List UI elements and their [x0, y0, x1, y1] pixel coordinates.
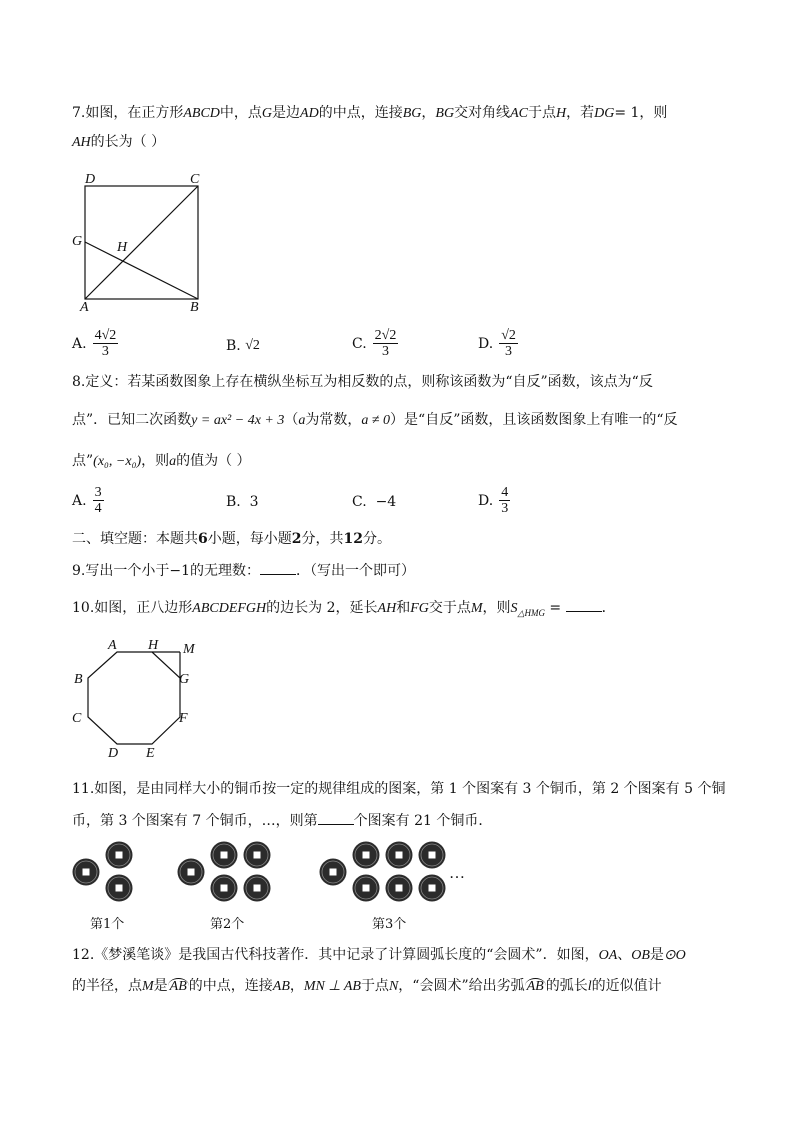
- coin: [244, 875, 271, 902]
- q11-caption-2: 第2个: [210, 917, 245, 932]
- q9-answer-blank[interactable]: [260, 560, 296, 575]
- q7-label-D: D: [85, 172, 96, 187]
- q7-label-G: G: [72, 234, 83, 249]
- q7-label-A: A: [80, 300, 89, 314]
- q7-option-b: B. √2: [226, 338, 260, 354]
- q10-label-D: D: [108, 746, 119, 761]
- coin: [386, 875, 413, 902]
- coin: [211, 842, 238, 869]
- section-heading: 二、填空题：本题共6小题，每小题2分，共12分。: [72, 531, 391, 547]
- q8-option-a: A. $\frac{3}{4}$: [72, 485, 102, 516]
- coin: [353, 875, 380, 902]
- coin: [106, 842, 133, 869]
- q7-option-a: A. $\frac{4√2}{3}$: [72, 328, 117, 359]
- q11-caption-1: 第1个: [90, 917, 125, 932]
- q10-label-A: A: [108, 638, 117, 653]
- q10-label-C: C: [72, 711, 82, 726]
- coin: [419, 842, 446, 869]
- q10-octagon-figure: [66, 632, 206, 762]
- q8-option-c: C. −4: [352, 494, 397, 510]
- q11-coins-figure: [66, 838, 486, 906]
- coin: [73, 859, 100, 886]
- q7-line2: AH的长为（ ）: [72, 134, 166, 150]
- q11-ellipsis: …: [449, 865, 465, 882]
- q10-answer-blank[interactable]: [566, 597, 602, 612]
- q8-option-d: D. $\frac{4}{3}$: [478, 485, 509, 516]
- q7-label-B: B: [190, 300, 199, 314]
- q10-label-H: H: [148, 638, 159, 653]
- coin: [353, 842, 380, 869]
- q7-option-c: C. $\frac{2√2}{3}$: [352, 328, 397, 359]
- coin: [386, 842, 413, 869]
- coin: [244, 842, 271, 869]
- q8-line2: 点”．已知二次函数y = ax² − 4x + 3（a为常数，a ≠ 0）是“自反”函数，且该函数图象上有唯一的“反: [72, 412, 678, 428]
- q7-label-C: C: [190, 172, 200, 187]
- q11-caption-3: 第3个: [372, 917, 407, 932]
- q7-label-H: H: [117, 240, 128, 255]
- coin: [178, 859, 205, 886]
- q8-line3: 点”(x₀, −x₀)，则a的值为（ ）: [72, 453, 251, 469]
- q10-label-M: M: [183, 642, 195, 657]
- q7-square-figure: [68, 168, 208, 314]
- coin: [419, 875, 446, 902]
- q7-line1: 7.如图，在正方形ABCD中，点G是边AD的中点，连接BG，BG交对角线AC于点H，若DG= 1，则: [72, 105, 668, 121]
- q10-label-G: G: [179, 672, 190, 687]
- q7-option-d: D. $\frac{√2}{3}$: [478, 328, 516, 359]
- q10-label-F: F: [179, 711, 188, 726]
- q10-label-B: B: [74, 672, 83, 687]
- q9-line: 9.写出一个小于−1的无理数： ．（写出一个即可）: [72, 560, 415, 581]
- coin: [211, 875, 238, 902]
- q8-line1: 8.定义：若某函数图象上存在横纵坐标互为相反数的点，则称该函数为“自反”函数，该点为“反: [72, 374, 653, 390]
- coin: [106, 875, 133, 902]
- q12-line1: 12.《梦溪笔谈》是我国古代科技著作．其中记录了计算圆弧长度的“会圆术”．如图，OA、OB是⊙O: [72, 947, 686, 963]
- q11-answer-blank[interactable]: [318, 810, 354, 825]
- coin: [320, 859, 347, 886]
- q8-option-b: B. 3: [226, 494, 259, 510]
- q12-line2: 的半径，点M是 AB 的中点，连接AB，MN ⊥ AB于点N，“会圆术”给出劣弧 AB 的弧长l的近似值计: [72, 978, 662, 994]
- q11-line2: 币，第 3 个图案有 7 个铜币，…，则第 个图案有 21 个铜币．: [72, 810, 492, 831]
- q11-line1: 11.如图，是由同样大小的铜币按一定的规律组成的图案，第 1 个图案有 3 个铜币，第 2 个图案有 5 个铜: [72, 781, 726, 797]
- q10-line: 10.如图，正八边形ABCDEFGH的边长为 2，延长AH和FG交于点M，则$S_{\triangle HMG}$ = ．: [72, 597, 616, 623]
- q10-label-E: E: [146, 746, 155, 761]
